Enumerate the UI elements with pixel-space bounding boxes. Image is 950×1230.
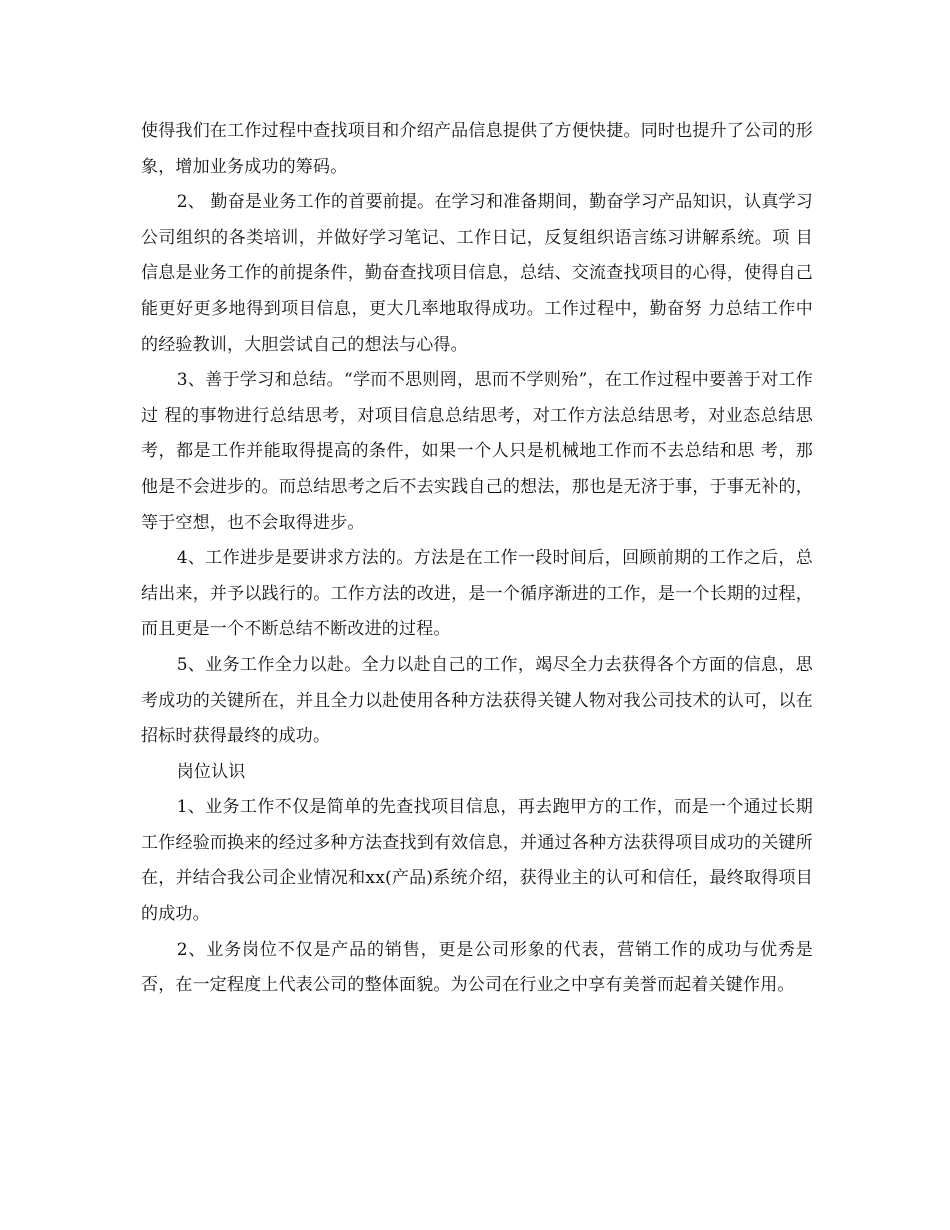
document-body (141, 114, 813, 1004)
paragraph-item-3: 3、善于学习和总结。“学而不思则罔，思而不学则殆”，在工作过程中要善于对工作过 程的事物进行总结思考，对项目信息总结思考，对工作方法总结思考，对业态总结思考，都是工作并能取得提高的条件，如果一个人只是机械地工作而不去总结和思 考，那他是不会进步的。而总结思考之后不去实践自己的想法，那也是无济于事，于事无补的，等于空想，也不会取得进步。 (141, 370, 813, 533)
paragraph-item-4: 4、工作进步是要讲求方法的。方法是在工作一段时间后，回顾前期的工作之后，总结出来，并予以践行的。工作方法的改进，是一个循序渐进的工作，是一个长期的过程，而且更是一个不断总结不断改进的过程。 (141, 548, 813, 640)
paragraph-item-2: 2、 勤奋是业务工作的首要前提。在学习和准备期间，勤奋学习产品知识，认真学习公司组织的各类培训，并做好学习笔记、工作日记，反复组织语言练习讲解系统。项 目信息是业务工作的前提条件，勤奋查找项目信息，总结、交流查找项目的心得，使得自己能更好更多地得到项目信息，更大几率地取得成功。工作过程中，勤奋努 力总结工作中的经验教训，大胆尝试自己的想法与心得。 (141, 192, 813, 355)
section-heading: 岗位认识 (176, 761, 246, 782)
section-paragraph-2: 2、业务岗位不仅是产品的销售，更是公司形象的代表，营销工作的成功与优秀是否，在一定程度上代表公司的整体面貌。为公司在行业之中享有美誉而起着关键作用。 (141, 939, 813, 996)
paragraph-item-5: 5、业务工作全力以赴。全力以赴自己的工作，竭尽全力去获得各个方面的信息，思考成功的关键所在，并且全力以赴使用各种方法获得关键人物对我公司技术的认可，以在招标时获得最终的成功。 (141, 654, 813, 747)
section-paragraph-1: 1、业务工作不仅是简单的先查找项目信息，再去跑甲方的工作，而是一个通过长期工作经验而换来的经过多种方法查找到有效信息，并通过各种方法获得项目成功的关键所在，并结合我公司企业情况和xx(产品)系统介绍，获得业主的认可和信任，最终取得项目的成功。 (141, 797, 813, 925)
paragraph-continuation: 使得我们在工作过程中查找项目和介绍产品信息提供了方便快捷。同时也提升了公司的形象，增加业务成功的筹码。 (141, 121, 813, 177)
